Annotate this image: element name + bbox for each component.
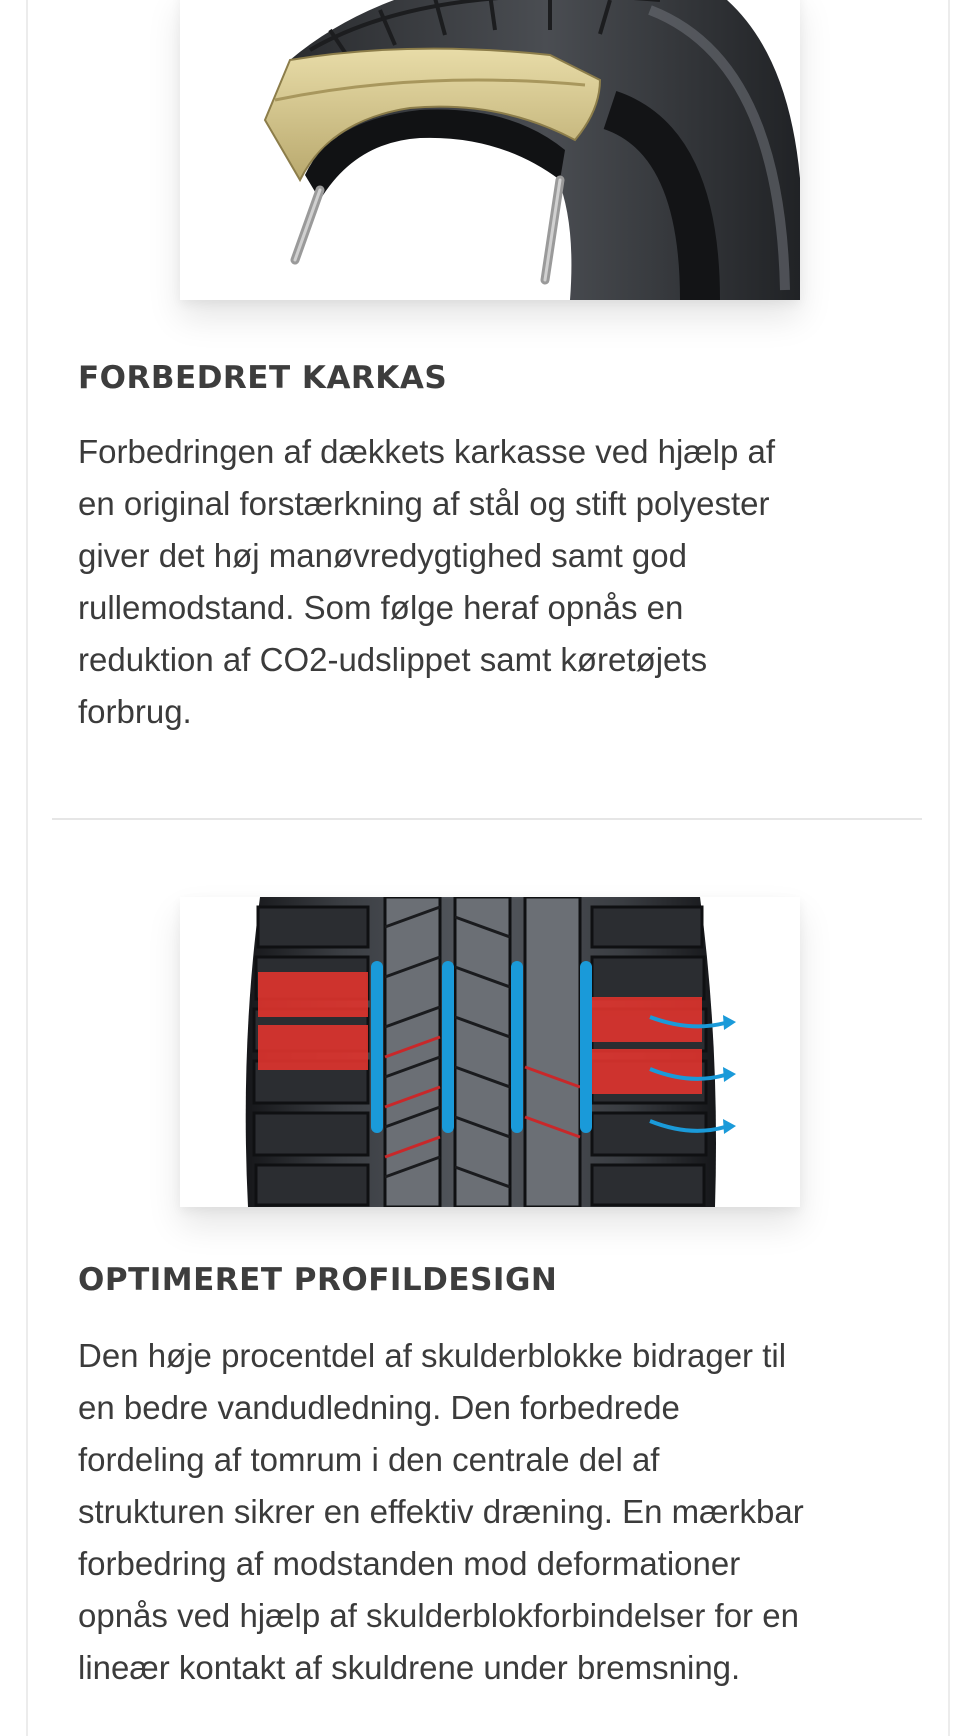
description-line: fordeling af tomrum i den centrale del af xyxy=(78,1441,660,1478)
description-line: giver det høj manøvredygtighed samt god xyxy=(78,537,687,574)
section-divider xyxy=(52,818,922,820)
feature-heading: FORBEDRET KARKAS xyxy=(78,360,448,396)
description-line: lineær kontakt af skuldrene under bremsning. xyxy=(78,1649,741,1686)
feature-heading: OPTIMERET PROFILDESIGN xyxy=(78,1262,558,1298)
description-line: reduktion af CO2-udslippet samt køretøjets xyxy=(78,641,708,678)
description-line: Forbedringen af dækkets karkasse ved hjælp af xyxy=(78,433,776,470)
feature-description xyxy=(78,1330,908,1694)
description-line: strukturen sikrer en effektiv dræning. En mærkbar xyxy=(78,1493,804,1530)
description-line: en original forstærkning af stål og stift polyester xyxy=(78,485,770,522)
tire-tread-image xyxy=(180,897,800,1207)
description-line: Den høje procentdel af skulderblokke bidrager til xyxy=(78,1337,787,1374)
description-line: forbrug. xyxy=(78,693,192,730)
tire-carcass-image xyxy=(180,0,800,300)
feature-card xyxy=(26,0,950,1736)
description-line: rullemodstand. Som følge heraf opnås en xyxy=(78,589,684,626)
feature-description xyxy=(78,426,908,738)
description-line: forbedring af modstanden mod deformationer xyxy=(78,1545,741,1582)
description-line: en bedre vandudledning. Den forbedrede xyxy=(78,1389,680,1426)
description-line: opnås ved hjælp af skulderblokforbindelser for en xyxy=(78,1597,799,1634)
